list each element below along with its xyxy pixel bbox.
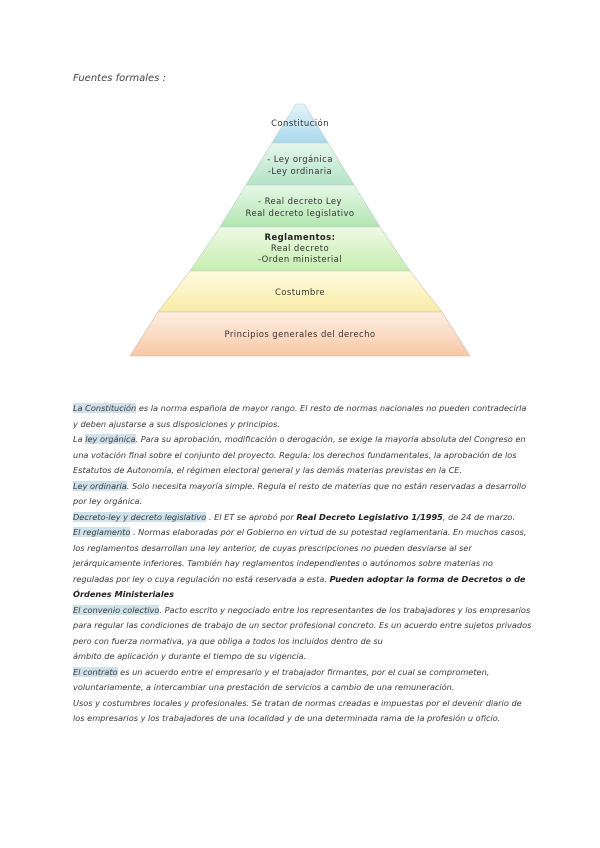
- term-contrato: El contrato: [73, 666, 118, 677]
- paragraph-text: Usos y costumbres locales y profesionales. Se tratan de normas creadas e impuestas por el devenir diario de los empresarios y los trabajadores de una localidad y de una determinada rama de la profesión u oficio.: [73, 697, 522, 723]
- tier-3-line-0: Reglamentos:: [264, 233, 336, 243]
- tier-0-line-0: Constitución: [271, 119, 329, 129]
- bold-reference: Real Decreto Legislativo 1/1995: [296, 511, 443, 522]
- tier-4-line-0: Costumbre: [274, 288, 326, 298]
- bold-reference: Pueden adoptar la forma de Decretos o de Órdenes Ministeriales: [73, 573, 526, 599]
- paragraph-text: . Pacto escrito y negociado entre los representantes de los trabajadores y los empresarios para regular las condiciones de trabajo de un sector profesional concreto. Es un acuerdo entre sujetos privados pero con fuerza normativa, ya que obliga a todos los incluidos dentro de su: [73, 604, 532, 646]
- tier-3-line-1: Real decreto: [270, 244, 330, 254]
- paragraph-reglamento: [73, 525, 533, 603]
- paragraph-decreto: [73, 510, 533, 526]
- term-ley-ordinaria: Ley ordinaria: [73, 480, 127, 491]
- paragraph-text: . Normas elaboradas por el Gobierno en virtud de su potestad reglamentaria. En muchos casos, los reglamentos desarrollan una ley anterior, de cuyas prescripciones no pueden desviarse al ser jerárquicamente inferiores. También hay reglamentos independientes o autónomos sobre materias no reguladas por ley o cuya regulación no está reservada a esta.: [73, 527, 527, 584]
- paragraph-lead: La: [73, 434, 86, 444]
- paragraph-ley-ordinaria: [73, 479, 533, 510]
- paragraph-convenio: [73, 603, 533, 665]
- term-ley-organica: ley orgánica: [85, 434, 136, 444]
- term-constitucion: La Constitución: [73, 403, 137, 413]
- paragraph-text: . El ET se aprobó por: [206, 511, 297, 522]
- paragraph-text: es un acuerdo entre el empresario y el trabajador firmantes, por el cual se comprometen, voluntariamente, a intercambiar una prestación de servicios a cambio de una remuneración.: [73, 666, 490, 692]
- term-convenio: El convenio colectivo: [73, 604, 160, 615]
- paragraph-tail: , de 24 de marzo.: [442, 511, 516, 522]
- tier-5-line-0: Principios generales del derecho: [224, 330, 376, 340]
- section-heading: Fuentes formales :: [73, 73, 166, 84]
- paragraph-constitucion: [73, 401, 533, 432]
- tier-3-line-2: -Orden ministerial: [257, 255, 343, 265]
- paragraph-usos: [73, 696, 533, 727]
- tier-2-line-1: Real decreto legislativo: [245, 209, 355, 219]
- paragraph-ley-organica: [73, 432, 533, 479]
- tier-1-line-0: - Ley orgánica: [267, 155, 333, 165]
- document-body: [73, 401, 533, 727]
- paragraph-text: . Para su aprobación, modificación o derogación, se exige la mayoría absoluta del Congreso en una votación final sobre el conjunto del proyecto. Regula: los derechos fundamentales, la aprobación de los Estatutos de Autonomía, el régimen electoral general y las demás materias previstas en la CE.: [73, 434, 526, 475]
- term-reglamento: El reglamento: [73, 527, 131, 537]
- paragraph-text-line2: ámbito de aplicación y durante el tiempo de su vigencia.: [73, 651, 307, 661]
- term-decreto: Decreto-ley y decreto legislativo: [73, 511, 207, 522]
- tier-1-line-1: -Ley ordinaria: [267, 167, 333, 177]
- tier-2-line-0: - Real decreto Ley: [258, 197, 342, 207]
- paragraph-contrato: [73, 665, 533, 696]
- paragraph-text: es la norma española de mayor rango. El resto de normas nacionales no pueden contradecirla y deben ajustarse a sus disposiciones y principios.: [73, 403, 527, 429]
- paragraph-text: . Solo necesita mayoría simple. Regula el resto de materias que no están reservadas a desarrollo por ley orgánica.: [73, 480, 527, 506]
